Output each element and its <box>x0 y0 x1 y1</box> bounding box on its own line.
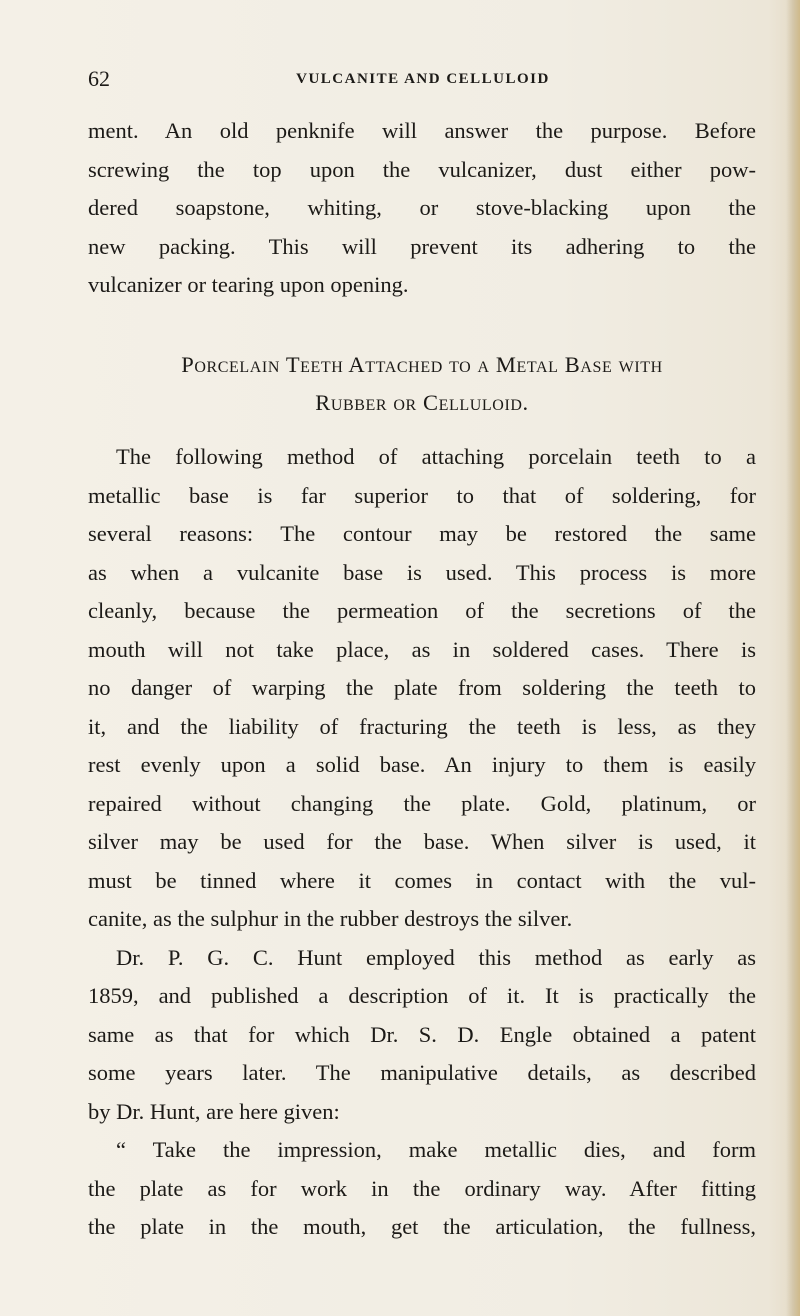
text-line: the plate as for work in the ordinary way. After fitting <box>88 1175 756 1201</box>
text-line: cleanly, because the permeation of the secretions of the <box>88 598 756 623</box>
text-line: new packing. This will prevent its adhering to the <box>88 233 756 259</box>
text-line: rest evenly upon a solid base. An injury to them is easily <box>88 752 756 777</box>
section-heading <box>88 346 756 422</box>
text-line: dered soapstone, whiting, or stove-blacking upon the <box>88 195 756 220</box>
text-line: repaired without changing the plate. Gold, platinum, or <box>88 790 756 816</box>
text-line: canite, as the sulphur in the rubber destroys the silver. <box>88 906 573 931</box>
text-line: no danger of warping the plate from soldering the teeth to <box>88 675 756 700</box>
text-line: same as that for which Dr. S. D. Engle obtained a patent <box>88 1021 756 1047</box>
text-line: must be tinned where it comes in contact with the vul- <box>88 867 756 893</box>
text-line: by Dr. Hunt, are here given: <box>88 1098 340 1124</box>
text-line: 1859, and published a description of it. It is practically the <box>88 983 756 1008</box>
text-line: metallic base is far superior to that of soldering, for <box>88 482 756 508</box>
page-header <box>88 64 758 94</box>
paragraph-body <box>88 438 756 1247</box>
text-line: as when a vulcanite base is used. This process is more <box>88 559 756 585</box>
text-line: several reasons: The contour may be restored the same <box>88 521 756 546</box>
text-line: it, and the liability of fracturing the teeth is less, as they <box>88 713 756 739</box>
text-line: silver may be used for the base. When silver is used, it <box>88 829 756 854</box>
text-line: screwing the top upon the vulcanizer, dust either pow- <box>88 156 756 182</box>
text-line: “ Take the impression, make metallic dies, and form <box>116 1137 756 1162</box>
text-line: some years later. The manipulative details, as described <box>88 1060 756 1085</box>
running-head: VULCANITE AND CELLULOID <box>296 71 550 87</box>
section-heading-line: Porcelain Teeth Attached to a Metal Base with <box>181 352 663 377</box>
page-edge-shadow <box>786 0 800 1316</box>
text-line: mouth will not take place, as in soldered cases. There is <box>88 636 756 662</box>
text-line: The following method of attaching porcelain teeth to a <box>116 444 756 469</box>
page-number: 62 <box>88 66 110 91</box>
text-line: ment. An old penknife will answer the purpose. Before <box>88 118 756 143</box>
section-heading-line: Rubber or Celluloid. <box>315 390 529 415</box>
text-line: Dr. P. G. C. Hunt employed this method as early as <box>116 944 756 970</box>
paragraph-top <box>88 112 756 305</box>
text-line: the plate in the mouth, get the articulation, the fullness, <box>88 1214 756 1239</box>
text-line: vulcanizer or tearing upon opening. <box>88 272 409 297</box>
